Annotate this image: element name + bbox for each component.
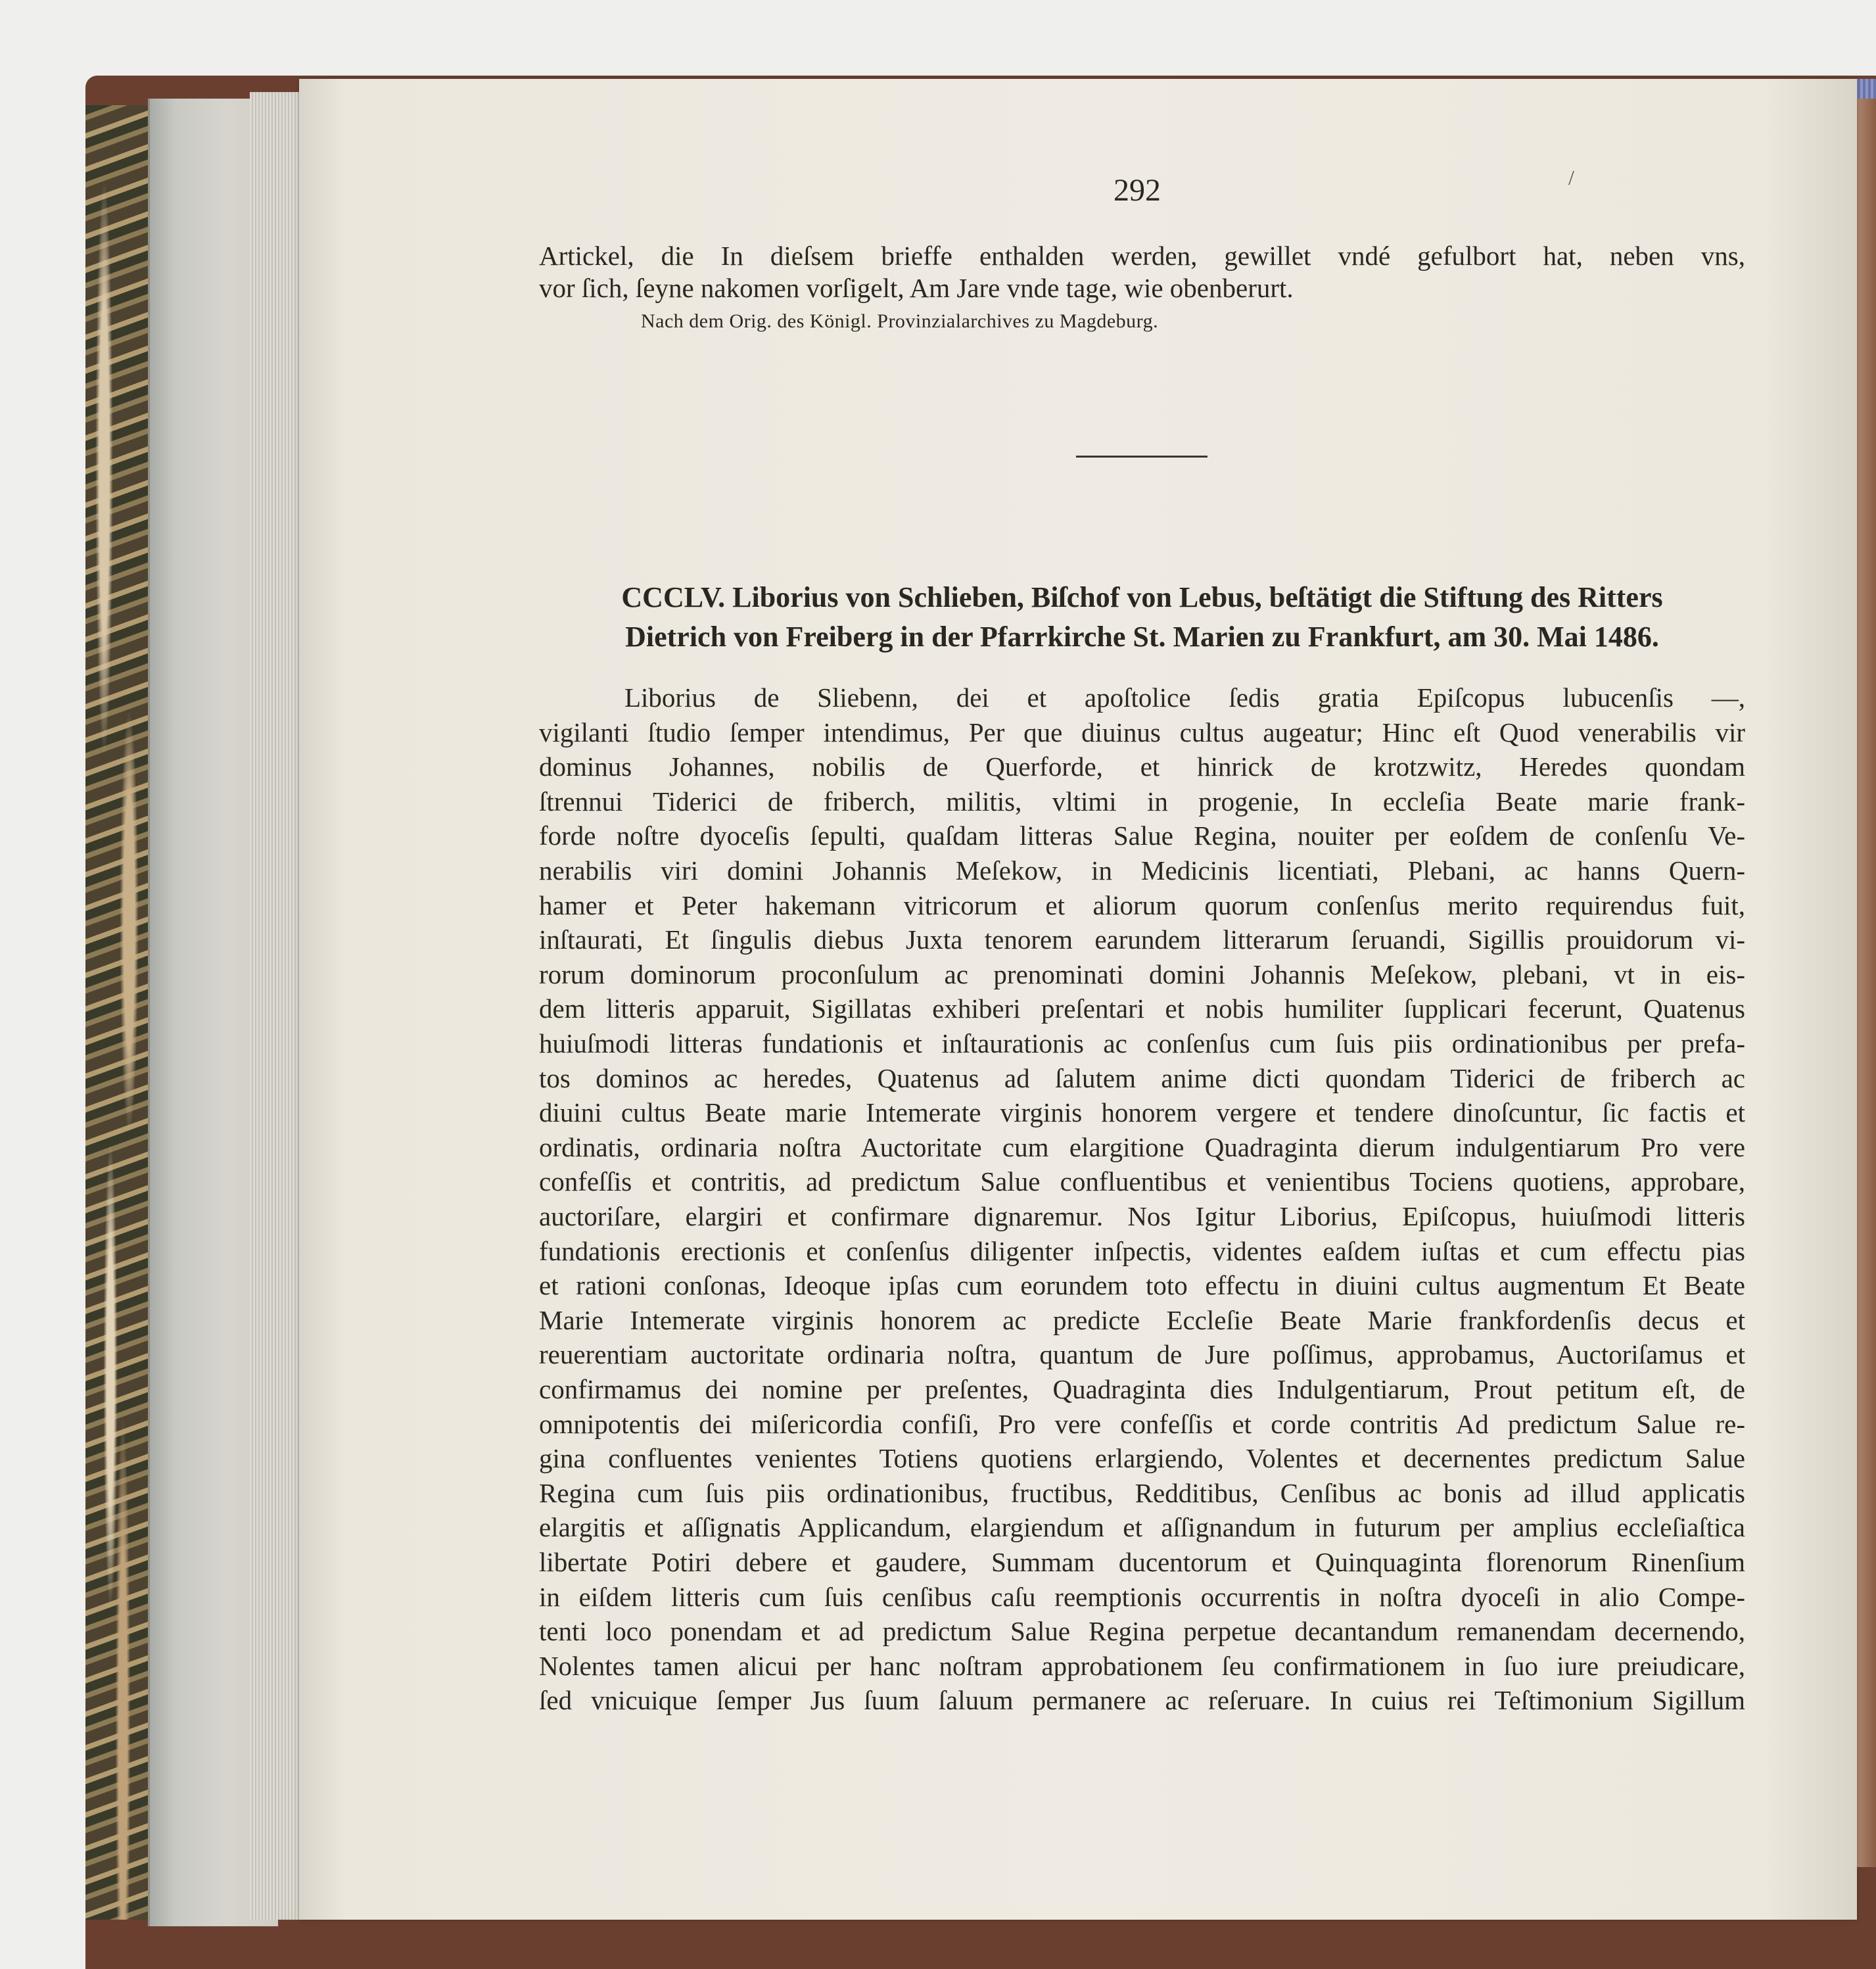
body-line: libertate Potiri debere et gaudere, Summam ducentorum et Quinquaginta florenorum Rinenſium [539, 1547, 1745, 1577]
source-citation: Nach dem Orig. des Königl. Provinzialarchives zu Magdeburg. [641, 310, 1159, 332]
body-line: in eiſdem litteris cum ſuis cenſibus caſu reemptionis occurrentis in noſtra dyoceſi in alio Compe- [539, 1582, 1745, 1612]
body-line: auctoriſare, elargiri et confirmare dignaremur. Nos Igitur Liborius, Epiſcopus, huiuſmodi litteris [539, 1201, 1745, 1231]
body-line: ſed vnicuique ſemper Jus ſuum ſaluum permanere ac reſeruare. In cuius rei Teſtimonium Sigillum [539, 1685, 1745, 1715]
document-heading-line1: CCCLV. Liborius von Schlieben, Biſchof von Lebus, beſtätigt die Stiftung des Ritters [621, 581, 1663, 613]
body-line: ſtrennui Tiderici de friberch, militis, vltimi in progenie, In eccleſia Beate marie frank- [539, 786, 1745, 817]
body-line: omnipotentis dei miſericordia confiſi, Pro vere confeſſis et corde contritis Ad predictum Salue re- [539, 1409, 1745, 1439]
body-line: reuerentiam auctoritate ordinaria noſtra, quantum de Jure poſſimus, approbamus, Auctoriſamus et [539, 1339, 1745, 1369]
body-line: forde noſtre dyoceſis ſepulti, quaſdam litteras Salue Regina, nouiter per eoſdem de conſenſu Ve- [539, 820, 1745, 851]
body-line: Nolentes tamen alicui per hanc noſtram approbationem ſeu confirmationem in ſuo iure preiudicare, [539, 1651, 1745, 1681]
page-number: 292 [1114, 173, 1161, 208]
body-line: dominus Johannes, nobilis de Querforde, et hinrick de krotzwitz, Heredes quondam [539, 751, 1745, 782]
body-line: et rationi conſonas, Ideoque ipſas cum eorundem toto effectu in diuini cultus augmentum Et Beate [539, 1270, 1745, 1300]
body-line: diuini cultus Beate marie Intemerate virginis honorem vergere et tendere dinoſcuntur, ſic factis et [539, 1097, 1745, 1127]
body-line: tos dominos ac heredes, Quatenus ad ſalutem anime dicti quondam Tiderici de friberch ac [539, 1063, 1745, 1093]
body-line: Marie Intemerate virginis honorem ac predicte Eccleſie Beate Marie frankfordenſis decus et [539, 1305, 1745, 1335]
intro-line: vor ſich, ſeyne nakomen vorſigelt, Am Jare vnde tage, wie obenberurt. [539, 273, 1294, 303]
body-line: fundationis erectionis et conſenſus diligenter inſpectis, videntes eaſdem iuſtas et cum effectu pias [539, 1236, 1745, 1266]
page-mark: / [1568, 166, 1574, 189]
body-line: rorum dominorum proconſulum ac prenominati domini Johannis Meſekow, plebani, vt in eis- [539, 959, 1745, 989]
body-line: confirmamus dei nomine per preſentes, Quadraginta dies Indulgentiarum, Prout petitum eſt, de [539, 1374, 1745, 1404]
section-divider [1076, 456, 1208, 458]
body-line: dem litteris apparuit, Sigillatas exhiberi preſentari et nobis humiliter ſupplicari fecerunt, Quatenus [539, 993, 1745, 1024]
body-line: tenti loco ponendam et ad predictum Salue Regina perpetue decantandum remanendam decernendo, [539, 1616, 1745, 1646]
document-heading-line2: Dietrich von Freiberg in der Pfarrkirche St. Marien zu Frankfurt, am 30. Mai 1486. [625, 621, 1659, 653]
body-line: elargitis et aſſignatis Applicandum, elargiendum et aſſignandum in futurum per amplius eccleſiaſtica [539, 1512, 1745, 1542]
body-line: nerabilis viri domini Johannis Meſekow, in Medicinis licentiati, Plebani, ac hanns Quern- [539, 855, 1745, 886]
body-line: Liborius de Sliebenn, dei et apoſtolice ſedis gratia Epiſcopus lubucenſis —, [624, 682, 1745, 713]
body-line: ordinatis, ordinaria noſtra Auctoritate cum elargitione Quadraginta dierum indulgentiarum Pro vere [539, 1132, 1745, 1162]
intro-line: Artickel, die In dieſsem brieffe enthalden werden, gewillet vndé gefulbort hat, neben vns, [539, 241, 1745, 271]
body-line: vigilanti ſtudio ſemper intendimus, Per que diuinus cultus augeatur; Hinc eſt Quod venerabilis vir [539, 717, 1745, 747]
body-line: huiuſmodi litteras fundationis et inſtaurationis ac conſenſus cum ſuis piis ordinationibus per prefa- [539, 1028, 1745, 1058]
body-line: inſtaurati, Et ſingulis diebus Juxta tenorem earundem litterarum ſeruandi, Sigillis prouidorum vi- [539, 924, 1745, 955]
body-line: confeſſis et contritis, ad predictum Salue confluentibus et venientibus Tociens quotiens, approbare, [539, 1166, 1745, 1197]
body-line: Regina cum ſuis piis ordinationibus, fructibus, Redditibus, Cenſibus ac bonis ad illud applicatis [539, 1478, 1745, 1508]
body-line: hamer et Peter hakemann vitricorum et aliorum quorum conſenſus merito requirendus fuit, [539, 890, 1745, 920]
body-line: gina confluentes venientes Totiens quotiens erlargiendo, Volentes et decernentes predictum Salue [539, 1443, 1745, 1473]
